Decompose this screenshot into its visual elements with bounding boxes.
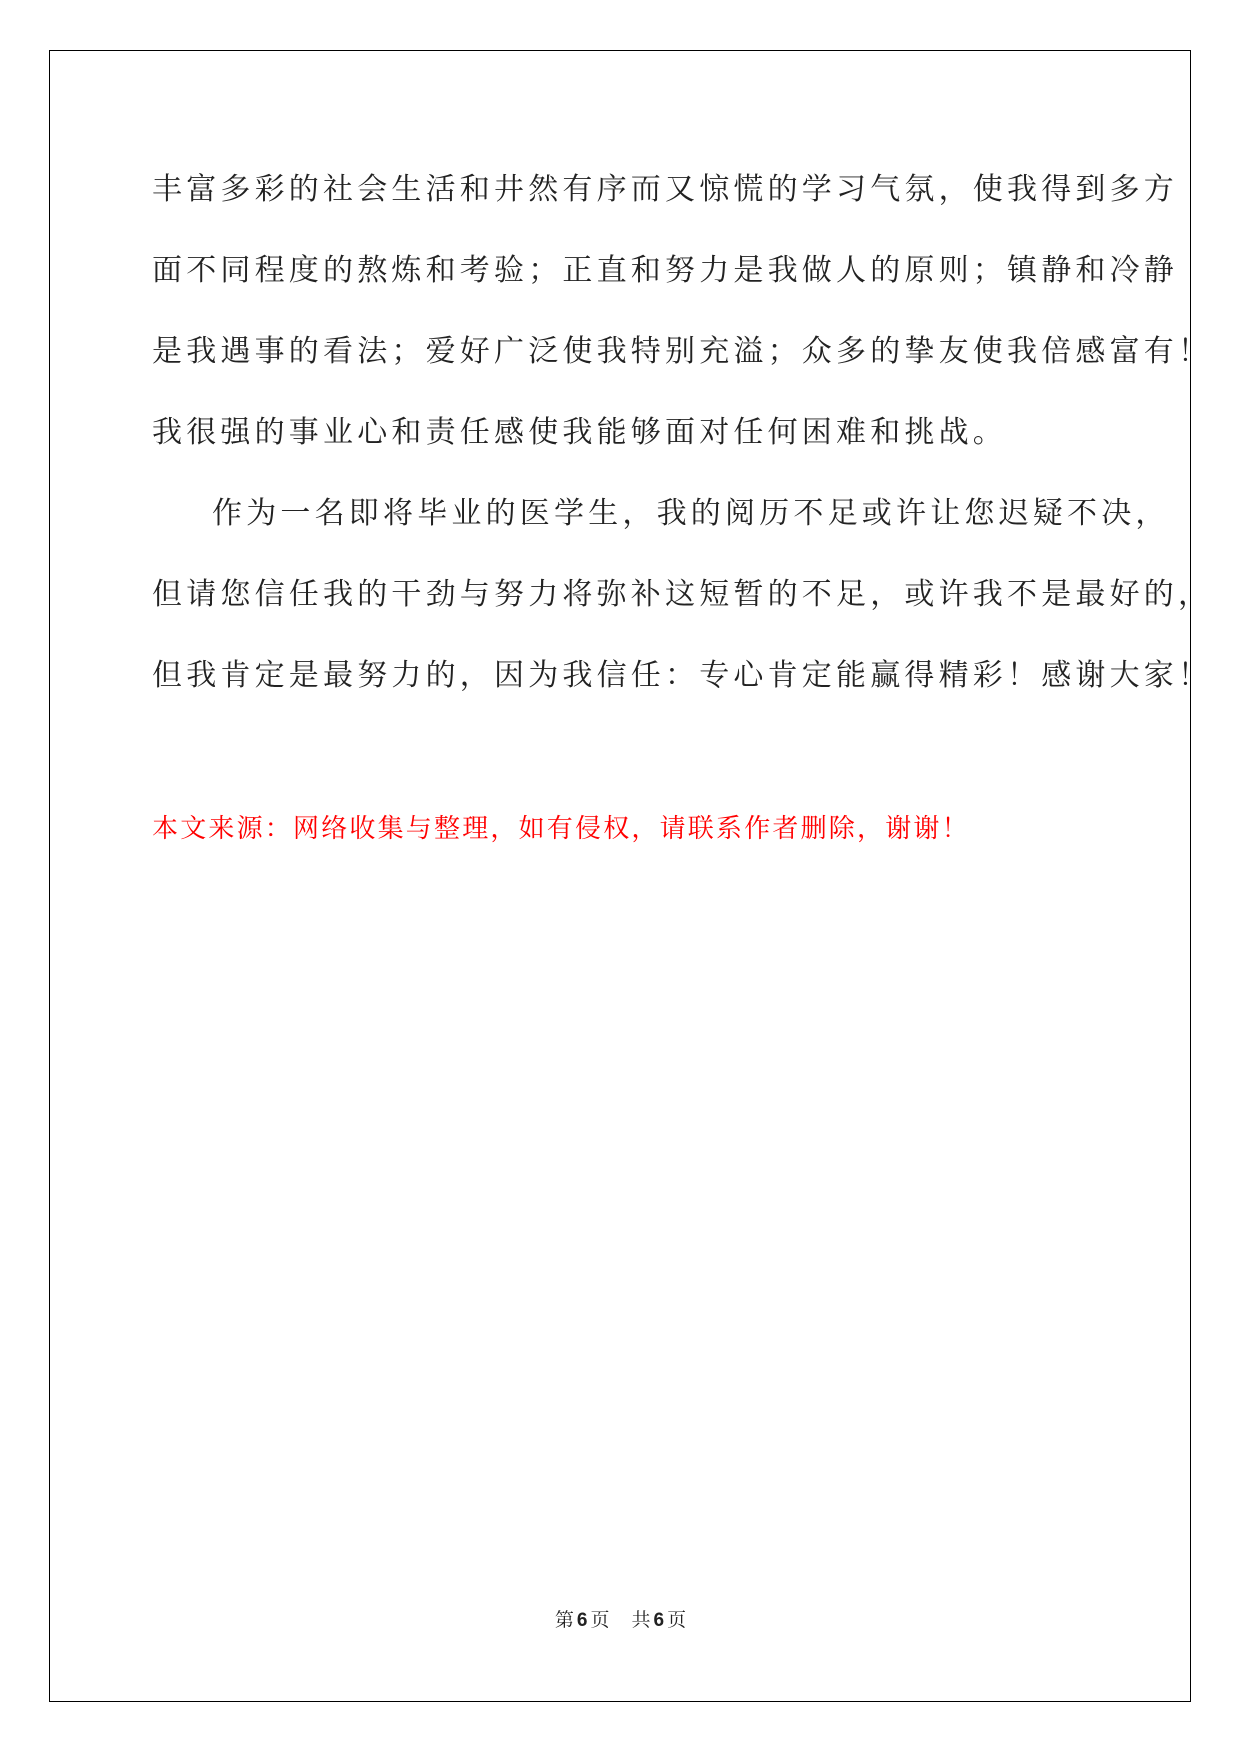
paragraph-2-line-3: 但我肯定是最努力的，因为我信任：专心肯定能赢得精彩！感谢大家！	[152, 658, 1213, 693]
footer-total-prefix: 共	[631, 1609, 651, 1631]
footer-total-pages: 6	[653, 1610, 665, 1631]
footer-page-number: 6	[576, 1610, 588, 1631]
footer-page-suffix: 页	[590, 1609, 610, 1631]
source-note: 本文来源：网络收集与整理，如有侵权，请联系作者删除，谢谢！	[152, 814, 970, 844]
paragraph-1-line-4: 我很强的事业心和责任感使我能够面对任何困难和挑战。	[152, 415, 1007, 450]
footer-total-suffix: 页	[667, 1609, 687, 1631]
paragraph-2-line-2: 但请您信任我的干劲与努力将弥补这短暂的不足，或许我不是最好的，	[152, 577, 1213, 612]
paragraph-1-line-3: 是我遇事的看法；爱好广泛使我特别充溢；众多的挚友使我倍感富有！	[152, 334, 1213, 369]
page-border	[49, 50, 1191, 1702]
page-footer	[0, 1607, 1241, 1634]
paragraph-1-line-1: 丰富多彩的社会生活和井然有序而又惊慌的学习气氛，使我得到多方	[152, 172, 1178, 207]
footer-page-prefix: 第	[554, 1609, 574, 1631]
paragraph-1-line-2: 面不同程度的熬炼和考验；正直和努力是我做人的原则；镇静和冷静	[152, 253, 1178, 288]
paragraph-2-line-1: 作为一名即将毕业的医学生，我的阅历不足或许让您迟疑不决，	[212, 496, 1170, 531]
